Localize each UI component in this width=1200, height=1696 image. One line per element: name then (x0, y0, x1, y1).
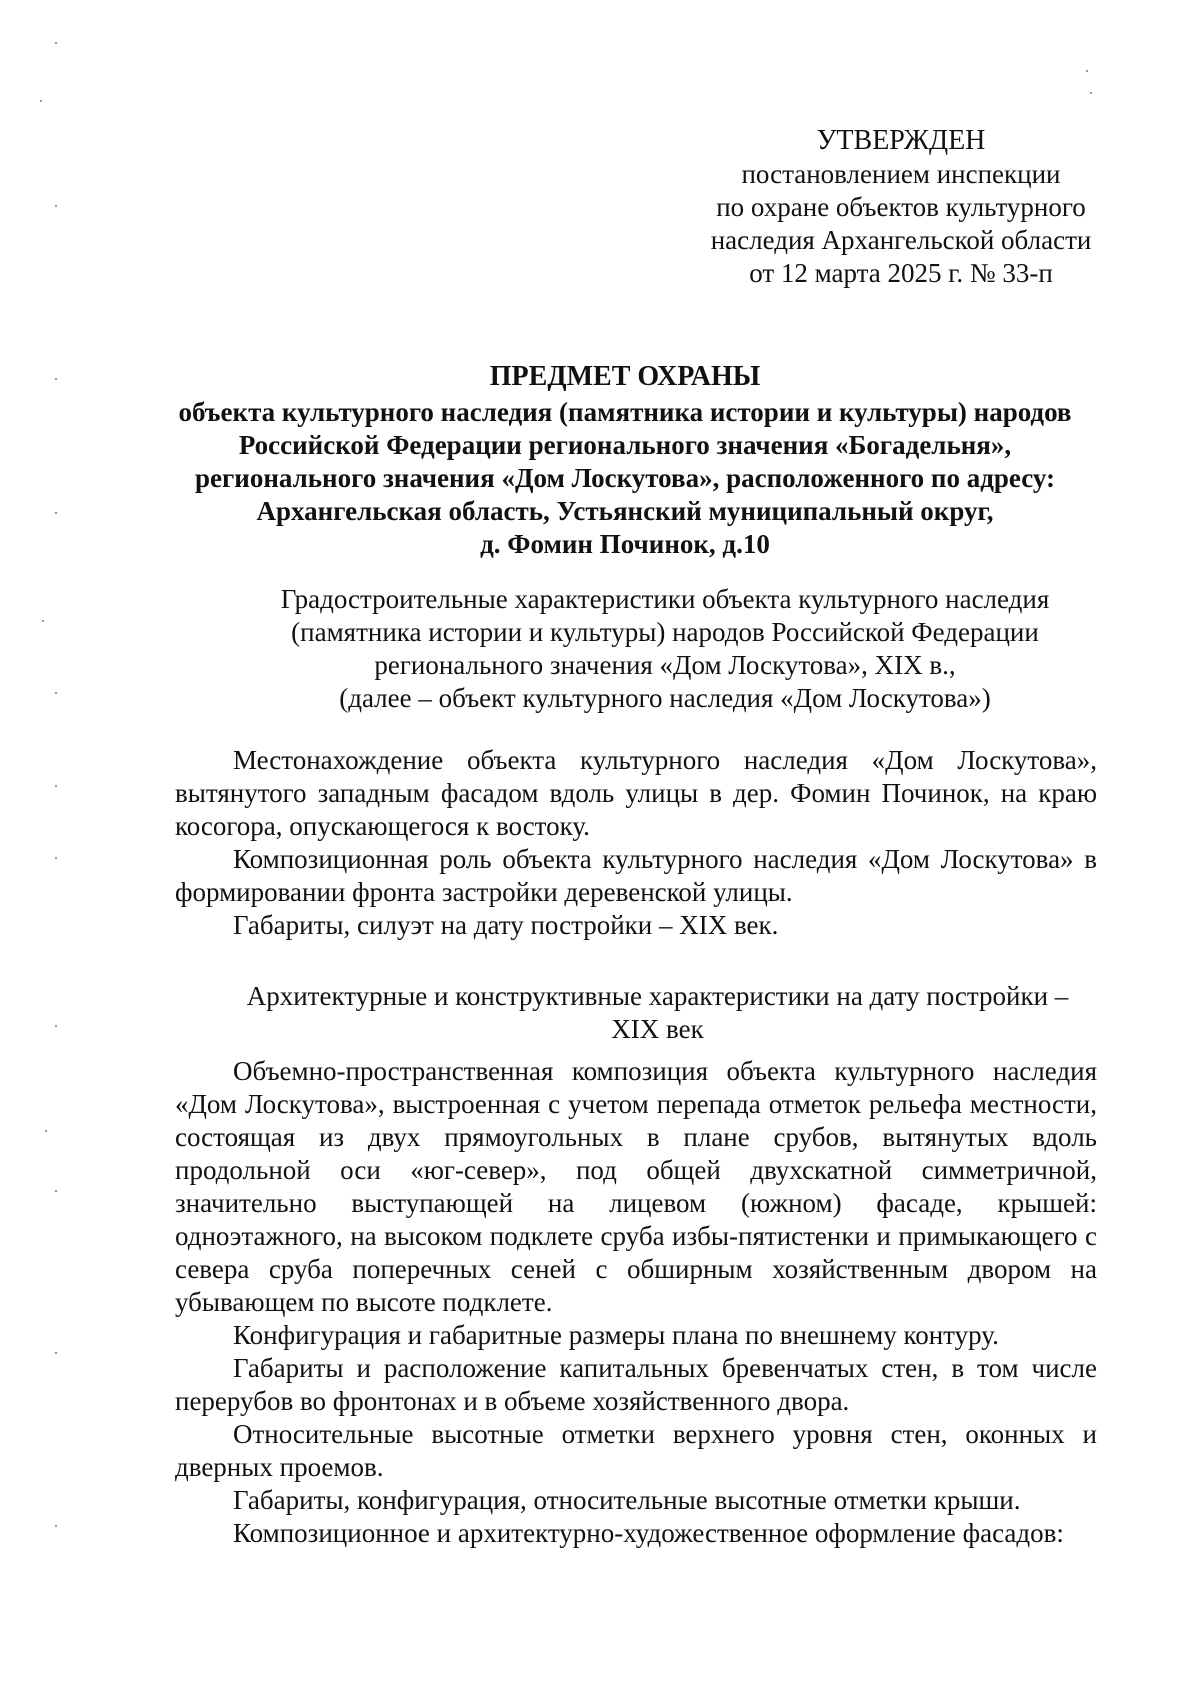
scan-speck (1086, 70, 1088, 72)
paragraph: Габариты, силуэт на дату постройки – XIX век. (233, 910, 779, 940)
title-line: Российской Федерации регионального значения «Богадельня», (238, 430, 1012, 460)
scan-speck (45, 1130, 47, 1132)
section-heading-architecture (215, 980, 1100, 1046)
section-heading-line: регионального значения «Дом Лоскутова», XIX в., (374, 650, 956, 680)
scan-speck (55, 1190, 57, 1192)
title-line: объекта культурного наследия (памятника истории и культуры) народов (178, 397, 1072, 427)
paragraph: Габариты и расположение капитальных бревенчатых стен, в том числе перерубов во фронтонах и в объеме хозяйственного двора. (175, 1353, 1097, 1416)
scan-speck (40, 100, 42, 102)
section-body-urban (175, 744, 1097, 942)
scan-speck (1090, 92, 1092, 94)
section-heading-line: (памятника истории и культуры) народов Российской Федерации (291, 617, 1039, 647)
paragraph: Относительные высотные отметки верхнего уровня стен, оконных и дверных проемов. (175, 1419, 1097, 1482)
title-main: ПРЕДМЕТ ОХРАНЫ (489, 361, 761, 392)
scan-speck (55, 205, 57, 207)
scan-speck (55, 378, 57, 380)
title-line: д. Фомин Починок, д.10 (480, 529, 770, 559)
section-heading-line: Градостроительные характеристики объекта культурного наследия (280, 584, 1050, 614)
scan-speck (55, 42, 57, 44)
scan-speck (55, 785, 57, 787)
paragraph: Объемно-пространственная композиция объекта культурного наследия «Дом Лоскутова», выстроенная с учетом перепада отметок рельефа местности, состоящая из двух прямоугольных в плане срубов, вытянутых вдоль продольной оси «юг-север», под общей двухскатной симметричной, значительно выступающей на лицевом (южном) фасаде, крышей: одноэтажного, на высоком подклете сруба избы-пятистенки и примыкающего с севера сруба поперечных сеней с обширным хозяйственным двором на убывающем по высоте подклете. (175, 1056, 1097, 1317)
scan-speck (55, 1525, 57, 1527)
approval-line: по охране объектов культурного (716, 192, 1086, 222)
scan-speck (42, 620, 44, 622)
paragraph: Местонахождение объекта культурного наследия «Дом Лоскутова», вытянутого западным фасадом вдоль улицы в дер. Фомин Починок, на краю косогора, опускающегося к востоку. (175, 745, 1097, 841)
document-title (160, 360, 1090, 561)
approval-block (686, 124, 1116, 290)
paragraph: Конфигурация и габаритные размеры плана по внешнему контуру. (233, 1320, 999, 1350)
approval-date-number: от 12 марта 2025 г. № 33-п (749, 258, 1053, 288)
scan-speck (55, 857, 57, 859)
scan-speck (55, 1352, 57, 1354)
paragraph: Композиционная роль объекта культурного наследия «Дом Лоскутова» в формировании фронта застройки деревенской улицы. (175, 844, 1097, 907)
section-body-architecture (175, 1055, 1097, 1550)
approval-line: постановлением инспекции (741, 159, 1061, 189)
approval-line: наследия Архангельской области (710, 225, 1092, 255)
section-heading-line: (далее – объект культурного наследия «Дом Лоскутова») (339, 683, 991, 713)
section-heading-urban (230, 583, 1100, 715)
scan-speck (55, 512, 57, 514)
paragraph: Габариты, конфигурация, относительные высотные отметки крыши. (233, 1485, 1021, 1515)
scan-speck (55, 1025, 57, 1027)
section-heading-line: XIX век (611, 1014, 704, 1044)
approval-heading: УТВЕРЖДЕН (816, 125, 986, 156)
title-line: Архангельская область, Устьянский муниципальный округ, (256, 496, 994, 526)
section-heading-line: Архитектурные и конструктивные характеристики на дату постройки – (246, 981, 1069, 1011)
title-line: регионального значения «Дом Лоскутова», расположенного по адресу: (195, 463, 1055, 493)
paragraph: Композиционное и архитектурно-художественное оформление фасадов: (233, 1518, 1064, 1548)
scan-speck (55, 692, 57, 694)
